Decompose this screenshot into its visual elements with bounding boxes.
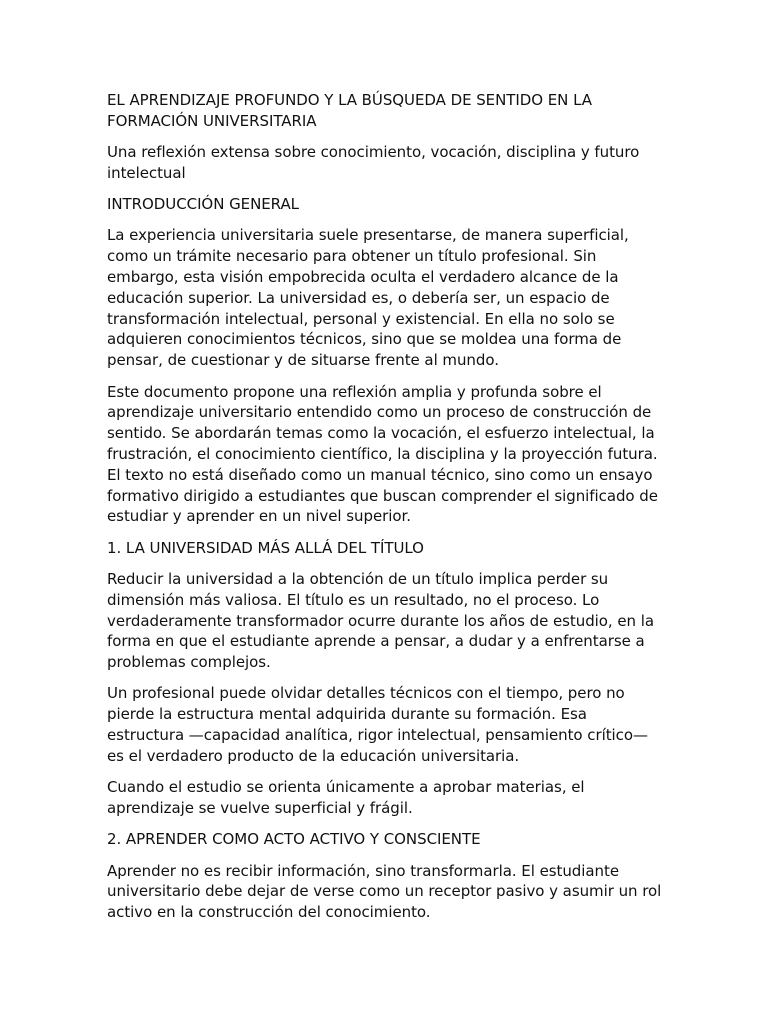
document-page [107, 90, 663, 933]
section-heading-2: 2. APRENDER COMO ACTO ACTIVO Y CONSCIENTE [107, 830, 481, 849]
paragraph: La experiencia universitaria suele presentarse, de manera superficial, como un trámite necesario para obtener un título profesional. Sin embargo, esta visión empobrecida oculta el verdadero alcance de la educación superior. La universidad es, o debería ser, un espacio de transformación intelectual, personal y existencial. En ella no solo se adquieren conocimientos técnicos, sino que se moldea una forma de pensar, de cuestionar y de situarse frente al mundo. [107, 226, 629, 370]
document-subtitle: Una reflexión extensa sobre conocimiento, vocación, disciplina y futuro intelectual [107, 143, 640, 182]
paragraph: Reducir la universidad a la obtención de un título implica perder su dimensión más valiosa. El título es un resultado, no el proceso. Lo verdaderamente transformador ocurre durante los años de estudio, en la forma en que el estudiante aprende a pensar, a dudar y a enfrentarse a problemas complejos. [107, 569, 654, 672]
paragraph: Aprender no es recibir información, sino transformarla. El estudiante universitario debe dejar de verse como un receptor pasivo y asumir un rol activo en la construcción del conocimiento. [107, 861, 662, 922]
paragraph: Este documento propone una reflexión amplia y profunda sobre el aprendizaje universitario entendido como un proceso de construcción de sentido. Se abordarán temas como la vocación, el esfuerzo intelectual, la frustración, el conocimiento científico, la disciplina y la proyección futura. El texto no está diseñado como un manual técnico, sino como un ensayo formativo dirigido a estudiantes que buscan comprender el significado de estudiar y aprender en un nivel superior. [107, 382, 658, 526]
paragraph: Cuando el estudio se orienta únicamente a aprobar materias, el aprendizaje se vuelve superficial y frágil. [107, 778, 585, 817]
document-title: EL APRENDIZAJE PROFUNDO Y LA BÚSQUEDA DE SENTIDO EN LA FORMACIÓN UNIVERSITARIA [107, 91, 592, 130]
section-heading-1: 1. LA UNIVERSIDAD MÁS ALLÁ DEL TÍTULO [107, 538, 424, 557]
section-heading-introduccion: INTRODUCCIÓN GENERAL [107, 195, 299, 214]
paragraph: Un profesional puede olvidar detalles técnicos con el tiempo, pero no pierde la estructura mental adquirida durante su formación. Esa estructura —capacidad analítica, rigor intelectual, pensamiento crítico— es el verdadero producto de la educación universitaria. [107, 684, 648, 765]
